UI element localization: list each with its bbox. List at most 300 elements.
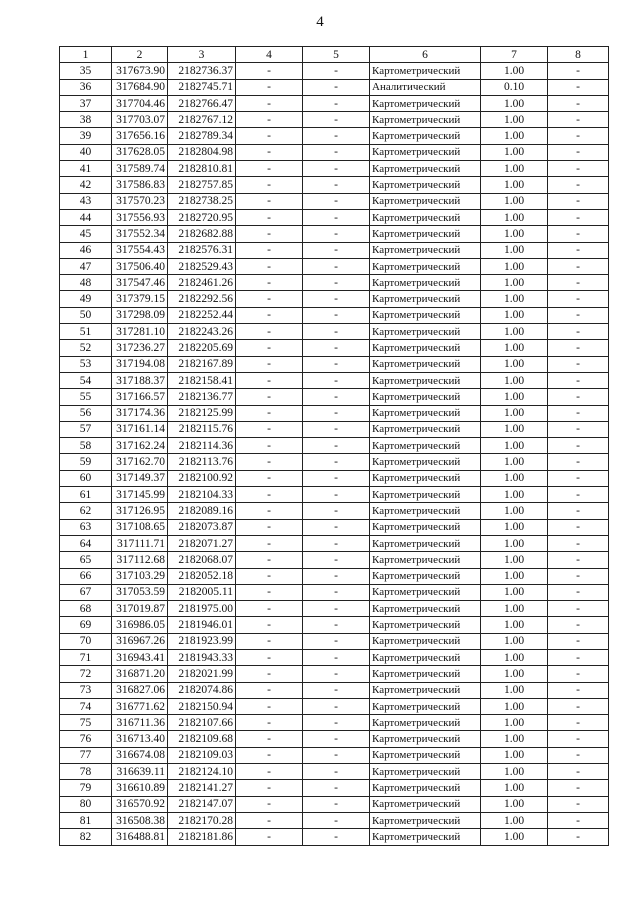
method-cell: Картометрический bbox=[370, 340, 481, 356]
col5-cell: - bbox=[303, 275, 370, 291]
col4-cell: - bbox=[236, 715, 303, 731]
method-cell: Картометрический bbox=[370, 112, 481, 128]
x-coordinate-cell: 317554.43 bbox=[112, 242, 168, 258]
col8-cell: - bbox=[548, 519, 609, 535]
method-cell: Картометрический bbox=[370, 95, 481, 111]
col4-cell: - bbox=[236, 535, 303, 551]
table-row bbox=[60, 633, 609, 649]
col8-cell: - bbox=[548, 389, 609, 405]
point-number-cell: 49 bbox=[60, 291, 112, 307]
accuracy-cell: 1.00 bbox=[481, 356, 548, 372]
accuracy-cell: 1.00 bbox=[481, 438, 548, 454]
col5-cell: - bbox=[303, 258, 370, 274]
method-cell: Картометрический bbox=[370, 682, 481, 698]
col8-cell: - bbox=[548, 438, 609, 454]
col5-cell: - bbox=[303, 209, 370, 225]
col5-cell: - bbox=[303, 112, 370, 128]
point-number-cell: 51 bbox=[60, 324, 112, 340]
y-coordinate-cell: 2182115.76 bbox=[168, 421, 236, 437]
col8-cell: - bbox=[548, 812, 609, 828]
y-coordinate-cell: 2182074.86 bbox=[168, 682, 236, 698]
method-cell: Картометрический bbox=[370, 698, 481, 714]
table-row bbox=[60, 649, 609, 665]
point-number-cell: 47 bbox=[60, 258, 112, 274]
accuracy-cell: 1.00 bbox=[481, 112, 548, 128]
point-number-cell: 57 bbox=[60, 421, 112, 437]
accuracy-cell: 1.00 bbox=[481, 470, 548, 486]
method-cell: Картометрический bbox=[370, 144, 481, 160]
col4-cell: - bbox=[236, 438, 303, 454]
point-number-cell: 67 bbox=[60, 584, 112, 600]
table-row bbox=[60, 666, 609, 682]
point-number-cell: 71 bbox=[60, 649, 112, 665]
col8-cell: - bbox=[548, 177, 609, 193]
col8-cell: - bbox=[548, 356, 609, 372]
accuracy-cell: 1.00 bbox=[481, 226, 548, 242]
point-number-cell: 46 bbox=[60, 242, 112, 258]
point-number-cell: 44 bbox=[60, 209, 112, 225]
method-cell: Картометрический bbox=[370, 829, 481, 845]
col4-cell: - bbox=[236, 112, 303, 128]
col5-cell: - bbox=[303, 584, 370, 600]
y-coordinate-cell: 2182461.26 bbox=[168, 275, 236, 291]
col4-cell: - bbox=[236, 291, 303, 307]
table-row bbox=[60, 193, 609, 209]
col8-cell: - bbox=[548, 324, 609, 340]
col4-cell: - bbox=[236, 324, 303, 340]
accuracy-cell: 1.00 bbox=[481, 796, 548, 812]
col4-cell: - bbox=[236, 63, 303, 79]
y-coordinate-cell: 2182100.92 bbox=[168, 470, 236, 486]
x-coordinate-cell: 317628.05 bbox=[112, 144, 168, 160]
accuracy-cell: 1.00 bbox=[481, 568, 548, 584]
point-number-cell: 61 bbox=[60, 487, 112, 503]
accuracy-cell: 1.00 bbox=[481, 128, 548, 144]
col5-cell: - bbox=[303, 715, 370, 731]
y-coordinate-cell: 2182125.99 bbox=[168, 405, 236, 421]
x-coordinate-cell: 317673.90 bbox=[112, 63, 168, 79]
point-number-cell: 56 bbox=[60, 405, 112, 421]
point-number-cell: 38 bbox=[60, 112, 112, 128]
col8-cell: - bbox=[548, 552, 609, 568]
x-coordinate-cell: 317162.70 bbox=[112, 454, 168, 470]
y-coordinate-cell: 2182757.85 bbox=[168, 177, 236, 193]
col5-cell: - bbox=[303, 698, 370, 714]
col4-cell: - bbox=[236, 829, 303, 845]
accuracy-cell: 1.00 bbox=[481, 535, 548, 551]
method-cell: Картометрический bbox=[370, 796, 481, 812]
y-coordinate-cell: 2182005.11 bbox=[168, 584, 236, 600]
y-coordinate-cell: 2182804.98 bbox=[168, 144, 236, 160]
accuracy-cell: 1.00 bbox=[481, 584, 548, 600]
accuracy-cell: 1.00 bbox=[481, 829, 548, 845]
col5-cell: - bbox=[303, 470, 370, 486]
col8-cell: - bbox=[548, 209, 609, 225]
point-number-cell: 53 bbox=[60, 356, 112, 372]
col8-cell: - bbox=[548, 715, 609, 731]
method-cell: Картометрический bbox=[370, 584, 481, 600]
col4-cell: - bbox=[236, 144, 303, 160]
table-row bbox=[60, 796, 609, 812]
x-coordinate-cell: 316570.92 bbox=[112, 796, 168, 812]
table-row bbox=[60, 503, 609, 519]
method-cell: Картометрический bbox=[370, 209, 481, 225]
table-row bbox=[60, 405, 609, 421]
col5-cell: - bbox=[303, 747, 370, 763]
col5-cell: - bbox=[303, 812, 370, 828]
accuracy-cell: 1.00 bbox=[481, 340, 548, 356]
y-coordinate-cell: 2182109.03 bbox=[168, 747, 236, 763]
col8-cell: - bbox=[548, 503, 609, 519]
col8-cell: - bbox=[548, 63, 609, 79]
x-coordinate-cell: 317103.29 bbox=[112, 568, 168, 584]
x-coordinate-cell: 316871.20 bbox=[112, 666, 168, 682]
col5-cell: - bbox=[303, 503, 370, 519]
col4-cell: - bbox=[236, 79, 303, 95]
accuracy-cell: 1.00 bbox=[481, 258, 548, 274]
point-number-cell: 52 bbox=[60, 340, 112, 356]
y-coordinate-cell: 2182720.95 bbox=[168, 209, 236, 225]
column-header: 1 bbox=[60, 47, 112, 63]
col5-cell: - bbox=[303, 79, 370, 95]
method-cell: Картометрический bbox=[370, 503, 481, 519]
x-coordinate-cell: 317108.65 bbox=[112, 519, 168, 535]
accuracy-cell: 0.10 bbox=[481, 79, 548, 95]
point-number-cell: 77 bbox=[60, 747, 112, 763]
table-row bbox=[60, 487, 609, 503]
accuracy-cell: 1.00 bbox=[481, 161, 548, 177]
x-coordinate-cell: 316610.89 bbox=[112, 780, 168, 796]
column-header: 5 bbox=[303, 47, 370, 63]
col8-cell: - bbox=[548, 829, 609, 845]
col4-cell: - bbox=[236, 649, 303, 665]
col5-cell: - bbox=[303, 829, 370, 845]
y-coordinate-cell: 2182243.26 bbox=[168, 324, 236, 340]
x-coordinate-cell: 317053.59 bbox=[112, 584, 168, 600]
y-coordinate-cell: 2182109.68 bbox=[168, 731, 236, 747]
x-coordinate-cell: 317194.08 bbox=[112, 356, 168, 372]
table-row bbox=[60, 226, 609, 242]
col8-cell: - bbox=[548, 568, 609, 584]
col8-cell: - bbox=[548, 731, 609, 747]
table-row bbox=[60, 470, 609, 486]
x-coordinate-cell: 317506.40 bbox=[112, 258, 168, 274]
col4-cell: - bbox=[236, 128, 303, 144]
col8-cell: - bbox=[548, 617, 609, 633]
col4-cell: - bbox=[236, 812, 303, 828]
x-coordinate-cell: 316943.41 bbox=[112, 649, 168, 665]
point-number-cell: 58 bbox=[60, 438, 112, 454]
table-row bbox=[60, 258, 609, 274]
y-coordinate-cell: 2181923.99 bbox=[168, 633, 236, 649]
col8-cell: - bbox=[548, 421, 609, 437]
x-coordinate-cell: 316508.38 bbox=[112, 812, 168, 828]
y-coordinate-cell: 2182576.31 bbox=[168, 242, 236, 258]
col5-cell: - bbox=[303, 633, 370, 649]
accuracy-cell: 1.00 bbox=[481, 698, 548, 714]
point-number-cell: 82 bbox=[60, 829, 112, 845]
col4-cell: - bbox=[236, 747, 303, 763]
accuracy-cell: 1.00 bbox=[481, 291, 548, 307]
y-coordinate-cell: 2181946.01 bbox=[168, 617, 236, 633]
x-coordinate-cell: 317019.87 bbox=[112, 601, 168, 617]
point-number-cell: 76 bbox=[60, 731, 112, 747]
col4-cell: - bbox=[236, 796, 303, 812]
col4-cell: - bbox=[236, 601, 303, 617]
method-cell: Картометрический bbox=[370, 470, 481, 486]
col8-cell: - bbox=[548, 487, 609, 503]
y-coordinate-cell: 2182181.86 bbox=[168, 829, 236, 845]
col5-cell: - bbox=[303, 780, 370, 796]
col5-cell: - bbox=[303, 731, 370, 747]
col5-cell: - bbox=[303, 324, 370, 340]
accuracy-cell: 1.00 bbox=[481, 209, 548, 225]
method-cell: Картометрический bbox=[370, 324, 481, 340]
y-coordinate-cell: 2182158.41 bbox=[168, 372, 236, 388]
col5-cell: - bbox=[303, 226, 370, 242]
table-row bbox=[60, 568, 609, 584]
method-cell: Картометрический bbox=[370, 193, 481, 209]
x-coordinate-cell: 317149.37 bbox=[112, 470, 168, 486]
col5-cell: - bbox=[303, 796, 370, 812]
method-cell: Аналитический bbox=[370, 79, 481, 95]
point-number-cell: 68 bbox=[60, 601, 112, 617]
x-coordinate-cell: 317556.93 bbox=[112, 209, 168, 225]
accuracy-cell: 1.00 bbox=[481, 389, 548, 405]
accuracy-cell: 1.00 bbox=[481, 242, 548, 258]
method-cell: Картометрический bbox=[370, 535, 481, 551]
x-coordinate-cell: 316713.40 bbox=[112, 731, 168, 747]
point-number-cell: 50 bbox=[60, 307, 112, 323]
point-number-cell: 40 bbox=[60, 144, 112, 160]
accuracy-cell: 1.00 bbox=[481, 177, 548, 193]
col8-cell: - bbox=[548, 258, 609, 274]
x-coordinate-cell: 316827.06 bbox=[112, 682, 168, 698]
method-cell: Картометрический bbox=[370, 715, 481, 731]
col8-cell: - bbox=[548, 79, 609, 95]
accuracy-cell: 1.00 bbox=[481, 275, 548, 291]
col4-cell: - bbox=[236, 161, 303, 177]
column-header: 8 bbox=[548, 47, 609, 63]
col5-cell: - bbox=[303, 519, 370, 535]
col4-cell: - bbox=[236, 389, 303, 405]
method-cell: Картометрический bbox=[370, 731, 481, 747]
col8-cell: - bbox=[548, 470, 609, 486]
accuracy-cell: 1.00 bbox=[481, 405, 548, 421]
point-number-cell: 65 bbox=[60, 552, 112, 568]
x-coordinate-cell: 316711.36 bbox=[112, 715, 168, 731]
column-header: 3 bbox=[168, 47, 236, 63]
point-number-cell: 74 bbox=[60, 698, 112, 714]
x-coordinate-cell: 317656.16 bbox=[112, 128, 168, 144]
point-number-cell: 66 bbox=[60, 568, 112, 584]
table-row bbox=[60, 747, 609, 763]
table-row bbox=[60, 291, 609, 307]
method-cell: Картометрический bbox=[370, 405, 481, 421]
table-row bbox=[60, 698, 609, 714]
x-coordinate-cell: 317174.36 bbox=[112, 405, 168, 421]
method-cell: Картометрический bbox=[370, 242, 481, 258]
table-row bbox=[60, 617, 609, 633]
y-coordinate-cell: 2182766.47 bbox=[168, 95, 236, 111]
col8-cell: - bbox=[548, 682, 609, 698]
table-row bbox=[60, 112, 609, 128]
point-number-cell: 55 bbox=[60, 389, 112, 405]
x-coordinate-cell: 317111.71 bbox=[112, 535, 168, 551]
col4-cell: - bbox=[236, 552, 303, 568]
point-number-cell: 75 bbox=[60, 715, 112, 731]
table-row bbox=[60, 764, 609, 780]
table-row bbox=[60, 715, 609, 731]
y-coordinate-cell: 2182071.27 bbox=[168, 535, 236, 551]
point-number-cell: 43 bbox=[60, 193, 112, 209]
table-row bbox=[60, 307, 609, 323]
col4-cell: - bbox=[236, 356, 303, 372]
point-number-cell: 48 bbox=[60, 275, 112, 291]
x-coordinate-cell: 316488.81 bbox=[112, 829, 168, 845]
accuracy-cell: 1.00 bbox=[481, 682, 548, 698]
y-coordinate-cell: 2182170.28 bbox=[168, 812, 236, 828]
col8-cell: - bbox=[548, 764, 609, 780]
col8-cell: - bbox=[548, 698, 609, 714]
col8-cell: - bbox=[548, 128, 609, 144]
table-row bbox=[60, 731, 609, 747]
column-header: 4 bbox=[236, 47, 303, 63]
accuracy-cell: 1.00 bbox=[481, 421, 548, 437]
col5-cell: - bbox=[303, 649, 370, 665]
column-header: 2 bbox=[112, 47, 168, 63]
x-coordinate-cell: 317586.83 bbox=[112, 177, 168, 193]
accuracy-cell: 1.00 bbox=[481, 95, 548, 111]
col5-cell: - bbox=[303, 764, 370, 780]
x-coordinate-cell: 317552.34 bbox=[112, 226, 168, 242]
table-row bbox=[60, 535, 609, 551]
x-coordinate-cell: 317570.23 bbox=[112, 193, 168, 209]
col8-cell: - bbox=[548, 780, 609, 796]
col5-cell: - bbox=[303, 242, 370, 258]
y-coordinate-cell: 2182292.56 bbox=[168, 291, 236, 307]
y-coordinate-cell: 2182767.12 bbox=[168, 112, 236, 128]
point-number-cell: 80 bbox=[60, 796, 112, 812]
table-row bbox=[60, 209, 609, 225]
column-header: 7 bbox=[481, 47, 548, 63]
x-coordinate-cell: 317589.74 bbox=[112, 161, 168, 177]
table-row bbox=[60, 340, 609, 356]
table-row bbox=[60, 454, 609, 470]
accuracy-cell: 1.00 bbox=[481, 764, 548, 780]
col5-cell: - bbox=[303, 552, 370, 568]
table-row bbox=[60, 438, 609, 454]
col4-cell: - bbox=[236, 487, 303, 503]
method-cell: Картометрический bbox=[370, 307, 481, 323]
method-cell: Картометрический bbox=[370, 291, 481, 307]
col4-cell: - bbox=[236, 470, 303, 486]
method-cell: Картометрический bbox=[370, 258, 481, 274]
x-coordinate-cell: 317281.10 bbox=[112, 324, 168, 340]
x-coordinate-cell: 317188.37 bbox=[112, 372, 168, 388]
y-coordinate-cell: 2182107.66 bbox=[168, 715, 236, 731]
col5-cell: - bbox=[303, 95, 370, 111]
accuracy-cell: 1.00 bbox=[481, 780, 548, 796]
col8-cell: - bbox=[548, 275, 609, 291]
col5-cell: - bbox=[303, 438, 370, 454]
col4-cell: - bbox=[236, 177, 303, 193]
col5-cell: - bbox=[303, 128, 370, 144]
method-cell: Картометрический bbox=[370, 389, 481, 405]
col5-cell: - bbox=[303, 340, 370, 356]
x-coordinate-cell: 317161.14 bbox=[112, 421, 168, 437]
col8-cell: - bbox=[548, 193, 609, 209]
x-coordinate-cell: 316639.11 bbox=[112, 764, 168, 780]
col8-cell: - bbox=[548, 226, 609, 242]
col4-cell: - bbox=[236, 503, 303, 519]
col4-cell: - bbox=[236, 226, 303, 242]
table-row bbox=[60, 829, 609, 845]
y-coordinate-cell: 2182136.77 bbox=[168, 389, 236, 405]
col5-cell: - bbox=[303, 682, 370, 698]
x-coordinate-cell: 317166.57 bbox=[112, 389, 168, 405]
col4-cell: - bbox=[236, 275, 303, 291]
col4-cell: - bbox=[236, 209, 303, 225]
method-cell: Картометрический bbox=[370, 128, 481, 144]
method-cell: Картометрический bbox=[370, 747, 481, 763]
y-coordinate-cell: 2182167.89 bbox=[168, 356, 236, 372]
point-number-cell: 60 bbox=[60, 470, 112, 486]
y-coordinate-cell: 2182104.33 bbox=[168, 487, 236, 503]
col4-cell: - bbox=[236, 568, 303, 584]
point-number-cell: 62 bbox=[60, 503, 112, 519]
table-header-row bbox=[60, 47, 609, 63]
col8-cell: - bbox=[548, 307, 609, 323]
col4-cell: - bbox=[236, 372, 303, 388]
col5-cell: - bbox=[303, 291, 370, 307]
point-number-cell: 41 bbox=[60, 161, 112, 177]
table-body bbox=[60, 63, 609, 845]
col5-cell: - bbox=[303, 568, 370, 584]
method-cell: Картометрический bbox=[370, 226, 481, 242]
accuracy-cell: 1.00 bbox=[481, 731, 548, 747]
col8-cell: - bbox=[548, 601, 609, 617]
col8-cell: - bbox=[548, 405, 609, 421]
col8-cell: - bbox=[548, 95, 609, 111]
y-coordinate-cell: 2181943.33 bbox=[168, 649, 236, 665]
method-cell: Картометрический bbox=[370, 487, 481, 503]
y-coordinate-cell: 2182141.27 bbox=[168, 780, 236, 796]
x-coordinate-cell: 317112.68 bbox=[112, 552, 168, 568]
method-cell: Картометрический bbox=[370, 454, 481, 470]
point-number-cell: 64 bbox=[60, 535, 112, 551]
point-number-cell: 81 bbox=[60, 812, 112, 828]
table-row bbox=[60, 389, 609, 405]
col4-cell: - bbox=[236, 617, 303, 633]
accuracy-cell: 1.00 bbox=[481, 503, 548, 519]
col4-cell: - bbox=[236, 193, 303, 209]
accuracy-cell: 1.00 bbox=[481, 144, 548, 160]
method-cell: Картометрический bbox=[370, 356, 481, 372]
x-coordinate-cell: 317547.46 bbox=[112, 275, 168, 291]
table-row bbox=[60, 79, 609, 95]
method-cell: Картометрический bbox=[370, 161, 481, 177]
col4-cell: - bbox=[236, 340, 303, 356]
col5-cell: - bbox=[303, 193, 370, 209]
accuracy-cell: 1.00 bbox=[481, 633, 548, 649]
col5-cell: - bbox=[303, 63, 370, 79]
table-row bbox=[60, 144, 609, 160]
col5-cell: - bbox=[303, 405, 370, 421]
col5-cell: - bbox=[303, 487, 370, 503]
accuracy-cell: 1.00 bbox=[481, 519, 548, 535]
col4-cell: - bbox=[236, 242, 303, 258]
